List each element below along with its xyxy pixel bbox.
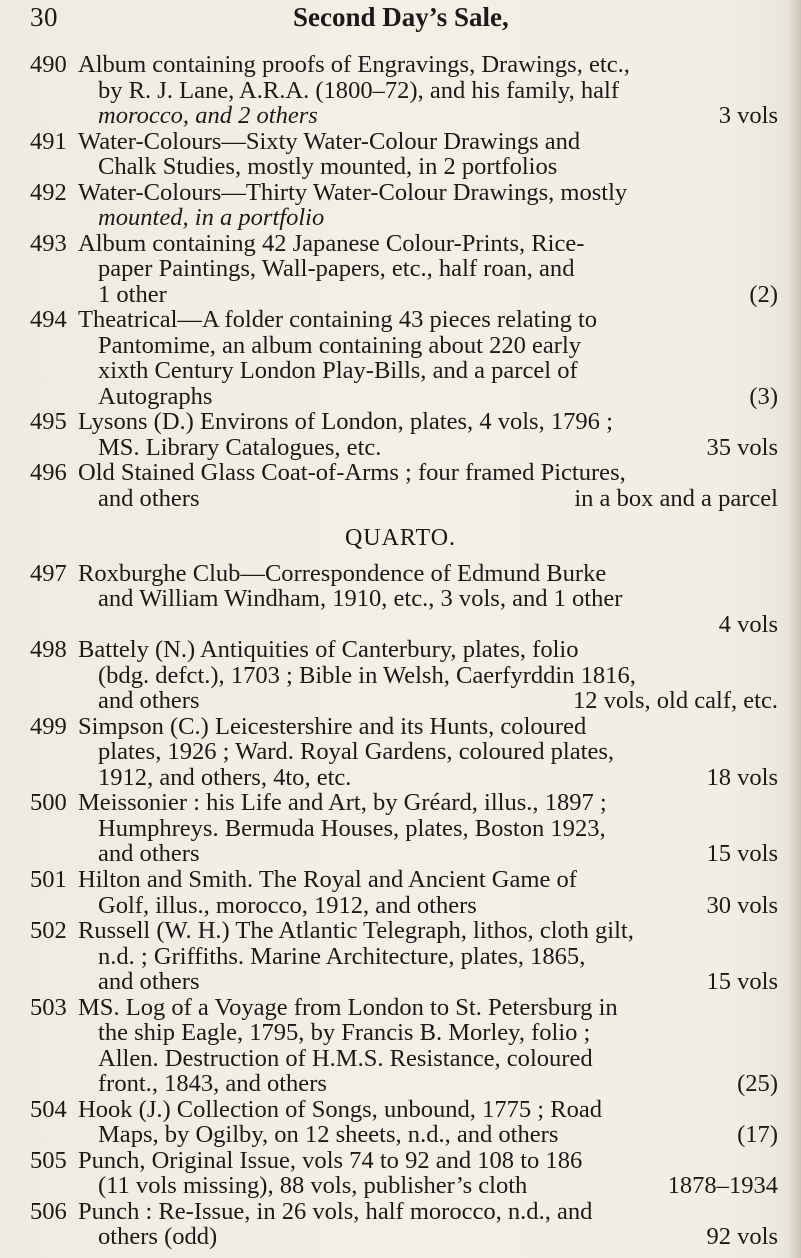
lot-number: 491	[30, 127, 67, 155]
lot-line-row	[78, 1173, 778, 1199]
lot-line: and others	[98, 687, 200, 715]
lot-line: MS. Library Catalogues, etc.	[98, 433, 382, 461]
lot-line: Water-Colours—Thirty Water-Colour Drawings, mostly	[78, 179, 628, 206]
lot-line: the ship Eagle, 1795, by Francis B. Morley, folio ;	[98, 1020, 591, 1046]
lot-description	[78, 307, 778, 409]
lot-description	[78, 561, 778, 638]
lot-number: 492	[30, 178, 67, 206]
lot-line: Humphreys. Bermuda Houses, plates, Boston 1923,	[98, 815, 606, 842]
lot-line-row	[78, 1071, 778, 1097]
lot-quantity: (3)	[749, 382, 778, 410]
lot-line: Album containing proofs of Engravings, Drawings, etc.,	[78, 52, 630, 78]
section-heading: QUARTO.	[344, 525, 457, 552]
lot-number: 500	[30, 789, 67, 817]
lot-line-row	[78, 103, 778, 129]
lot-line: mounted, in a portfolio	[98, 205, 325, 231]
lot-quantity: 1878–1934	[667, 1172, 778, 1200]
lot-number: 493	[30, 229, 67, 257]
lot-line: Meissonier : his Life and Art, by Gréard, illus., 1897 ;	[78, 790, 607, 816]
lot-description	[78, 918, 778, 995]
lot-line-row	[78, 486, 778, 512]
lot-line: Hook (J.) Collection of Songs, unbound, 1775 ; Road	[78, 1096, 602, 1123]
lot-line: Maps, by Ogilby, on 12 sheets, n.d., and others	[98, 1121, 559, 1149]
lot-line-row	[78, 765, 778, 791]
running-head: Second Day’s Sale,	[293, 2, 509, 32]
lot-description	[78, 460, 778, 511]
lot-line-row	[78, 282, 778, 308]
lot-line: by R. J. Lane, A.R.A. (1800–72), and his family, half	[98, 77, 619, 104]
lot-line: (11 vols missing), 88 vols, publisher’s cloth	[98, 1172, 528, 1200]
lot-description	[78, 714, 778, 791]
lot-line: morocco, and 2 others	[98, 102, 318, 130]
lot-line-row	[78, 893, 778, 919]
lot-quantity: 35 vols	[706, 433, 778, 461]
lot-quantity: 15 vols	[706, 968, 778, 996]
lot-line: Theatrical—A folder containing 43 pieces relating to	[78, 307, 598, 333]
lot-description	[78, 995, 778, 1097]
lot-number: 506	[30, 1197, 67, 1225]
lot-line-row	[78, 1122, 778, 1148]
lot-number: 504	[30, 1095, 67, 1123]
lot-number: 498	[30, 636, 67, 664]
page-number: 30	[30, 2, 58, 32]
lot-line: Punch, Original Issue, vols 74 to 92 and 108 to 186	[78, 1147, 583, 1174]
lot-line: Battely (N.) Antiquities of Canterbury, plates, folio	[78, 637, 579, 663]
lot-number: 497	[30, 559, 67, 587]
lot-quantity: 30 vols	[706, 891, 778, 919]
lot-line: Old Stained Glass Coat-of-Arms ; four framed Pictures,	[78, 460, 626, 486]
lot-line: (bdg. defct.), 1703 ; Bible in Welsh, Caerfyrddin 1816,	[98, 662, 636, 689]
lot-line: xixth Century London Play-Bills, and a parcel of	[98, 358, 578, 384]
lot-line: Roxburghe Club—Correspondence of Edmund Burke	[78, 560, 607, 587]
lot-quantity: (25)	[737, 1070, 778, 1098]
lot-quantity: (17)	[737, 1121, 778, 1149]
lot-description	[78, 52, 778, 129]
lot-number: 494	[30, 306, 67, 334]
lot-number: 490	[30, 51, 67, 78]
lot-line: and others	[98, 968, 200, 996]
lot-line: paper Paintings, Wall-papers, etc., half roan, and	[98, 256, 575, 282]
lot-line: Golf, illus., morocco, 1912, and others	[98, 891, 477, 919]
lot-quantity: in a box and a parcel	[574, 485, 778, 512]
lot-number: 501	[30, 866, 67, 894]
lot-description	[78, 867, 778, 918]
lot-line: and others	[98, 485, 200, 512]
lot-number: 502	[30, 917, 67, 945]
lot-line: front., 1843, and others	[98, 1070, 327, 1098]
lot-line: Autographs	[98, 382, 213, 410]
lot-quantity: (2)	[749, 280, 778, 308]
lot-line: Simpson (C.) Leicestershire and its Hunts, coloured	[78, 713, 587, 740]
lot-number: 496	[30, 459, 67, 487]
lot-line: and William Windham, 1910, etc., 3 vols, and 1 other	[98, 586, 623, 612]
lot-description	[78, 180, 778, 231]
lot-line-row	[78, 688, 778, 714]
lot-line-row	[78, 612, 778, 638]
lot-line: n.d. ; Griffiths. Marine Architecture, plates, 1865,	[98, 943, 586, 970]
lot-line-row	[78, 384, 778, 410]
lot-quantity: 12 vols, old calf, etc.	[572, 687, 778, 715]
lot-line: and others	[98, 840, 200, 868]
lot-line: Hilton and Smith. The Royal and Ancient Game of	[78, 867, 577, 893]
lot-number: 495	[30, 408, 67, 436]
lot-line: 1912, and others, 4to, etc.	[98, 763, 352, 791]
lot-description	[78, 1199, 778, 1250]
lot-line: Chalk Studies, mostly mounted, in 2 portfolios	[98, 154, 558, 180]
lot-quantity: 18 vols	[706, 763, 778, 791]
lot-line: Punch : Re-Issue, in 26 vols, half morocco, n.d., and	[78, 1198, 593, 1225]
lot-number: 503	[30, 993, 67, 1021]
lot-description	[78, 1148, 778, 1199]
lot-line-row	[78, 435, 778, 461]
lot-description	[78, 637, 778, 714]
lot-line-row	[78, 841, 778, 867]
lot-line: Album containing 42 Japanese Colour-Prints, Rice-	[78, 230, 585, 257]
lot-line: plates, 1926 ; Ward. Royal Gardens, coloured plates,	[98, 739, 615, 765]
lot-line: MS. Log of a Voyage from London to St. Petersburg in	[78, 994, 618, 1021]
lot-line-row	[78, 969, 778, 995]
lot-line: Pantomime, an album containing about 220 early	[98, 332, 582, 359]
lot-description	[78, 790, 778, 867]
lot-quantity: 15 vols	[706, 840, 778, 868]
lot-quantity: 92 vols	[706, 1223, 778, 1251]
page-edge-shadow	[787, 0, 801, 1258]
lot-quantity: 3 vols	[718, 102, 778, 130]
lot-line: others (odd)	[98, 1223, 218, 1251]
lot-description	[78, 129, 778, 180]
lot-description	[78, 231, 778, 308]
lot-line: Russell (W. H.) The Atlantic Telegraph, lithos, cloth gilt,	[78, 918, 634, 944]
lot-description	[78, 1097, 778, 1148]
lot-line: 1 other	[98, 280, 167, 308]
lot-line: Allen. Destruction of H.M.S. Resistance, coloured	[98, 1045, 593, 1072]
lot-line-row	[78, 1224, 778, 1250]
page-header	[0, 2, 801, 36]
lot-line: Lysons (D.) Environs of London, plates, 4 vols, 1796 ;	[78, 409, 613, 435]
lot-number: 499	[30, 712, 67, 740]
lot-line: Water-Colours—Sixty Water-Colour Drawings and	[78, 128, 581, 155]
lot-number: 505	[30, 1146, 67, 1174]
lot-quantity: 4 vols	[718, 610, 778, 638]
lot-description	[78, 409, 778, 460]
